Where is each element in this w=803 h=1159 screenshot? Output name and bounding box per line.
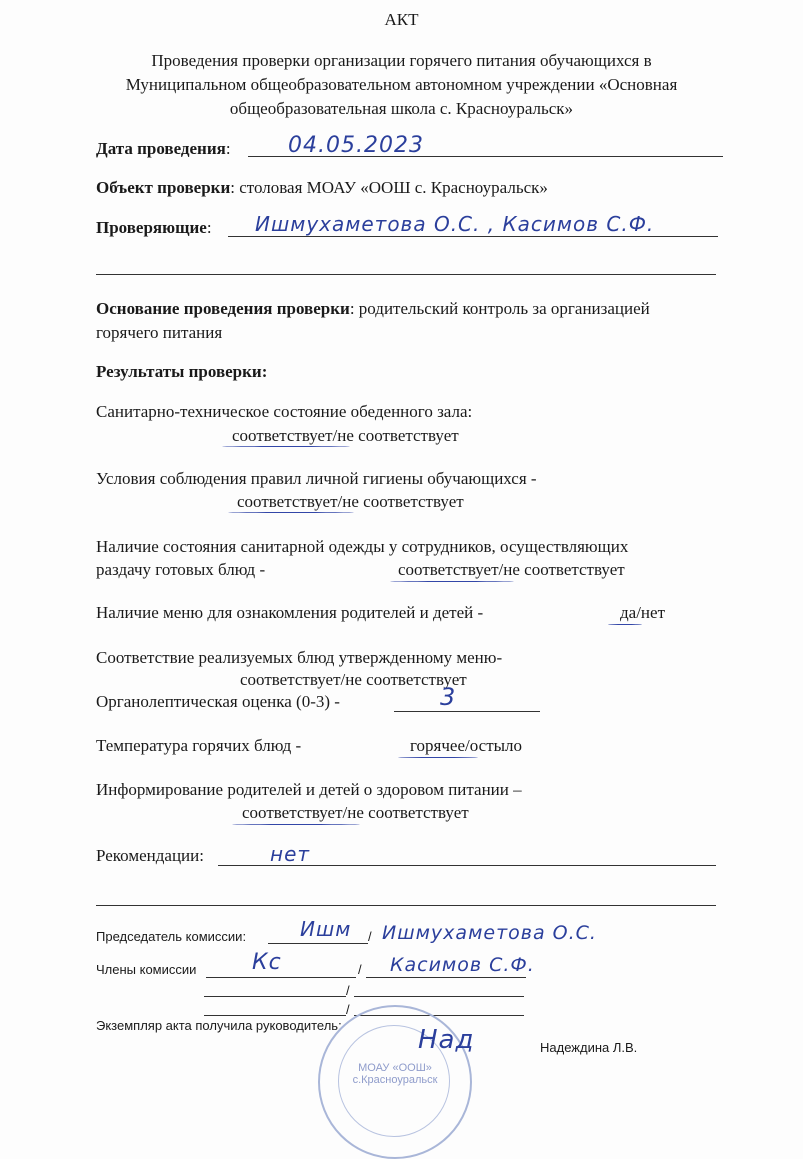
- informing-question: Информирование родителей и детей о здоровом питании –: [96, 780, 522, 799]
- member-signature: Кс: [252, 950, 282, 975]
- recommendations-underline-2: [96, 905, 716, 906]
- chair-name: Ишмухаметова О.С.: [382, 922, 597, 944]
- basis-row: [96, 299, 650, 319]
- temperature-answer: [410, 736, 522, 756]
- sanitary-question: Санитарно-техническое состояние обеденного зала:: [96, 402, 473, 421]
- recommendations-label: Рекомендации:: [96, 846, 204, 865]
- object-label: Объект проверки: [96, 178, 231, 197]
- head-name: Надеждина Л.В.: [540, 1040, 638, 1055]
- date-label: Дата проведения: [96, 139, 226, 158]
- member-underline-2: [366, 977, 526, 978]
- inspectors-label: Проверяющие: [96, 218, 207, 237]
- member-underline-4: [354, 996, 524, 997]
- dishes-yes: соответствует: [240, 670, 341, 689]
- informing-answer: [242, 803, 469, 823]
- organoleptic-label: Органолептическая оценка (0-3) -: [96, 692, 340, 711]
- object-value: : столовая МОАУ «ООШ с. Красноуральск»: [230, 178, 548, 197]
- clothing-mark: [390, 581, 514, 582]
- basis-value-line2: горячего питания: [96, 323, 223, 342]
- clothing-question-line2: раздачу готовых блюд -: [96, 560, 266, 579]
- object-row: [96, 178, 548, 198]
- chair-signature: Ишм: [300, 917, 352, 941]
- subtitle-line-3: общеобразовательная школа с. Красноуральск»: [229, 99, 574, 118]
- results-row: Результаты проверки:: [96, 362, 268, 381]
- member-underline-1: [206, 977, 356, 978]
- temperature-no: /остыло: [465, 736, 523, 755]
- basis-value: : родительский контроль за организацией: [349, 299, 650, 318]
- sanitary-yes: соответствует: [232, 426, 333, 445]
- menu-no: /нет: [636, 603, 665, 622]
- organoleptic-underline: [394, 711, 540, 712]
- members-label: Члены комиссии: [96, 962, 197, 977]
- menu-mark: [608, 624, 642, 625]
- hygiene-answer: [237, 492, 464, 512]
- subtitle-line-2: Муниципальном общеобразовательном автономном учреждении «Основная: [125, 75, 678, 94]
- hygiene-mark: [228, 512, 354, 513]
- inspectors-value: Ишмухаметова О.С. , Касимов С.Ф.: [255, 212, 655, 236]
- dishes-no: /не соответствует: [340, 670, 467, 689]
- stamp-text: МОАУ «ООШ» с.Красноуральск: [352, 1062, 438, 1086]
- chair-label: Председатель комиссии:: [96, 929, 247, 944]
- temperature-label: Температура горячих блюд -: [96, 736, 302, 755]
- informing-yes: соответствует: [242, 803, 343, 822]
- results-label: Результаты проверки: [96, 362, 262, 381]
- document-title: АКТ: [384, 10, 419, 29]
- recommendations-value: нет: [270, 842, 311, 866]
- date-value: 04.05.2023: [288, 133, 424, 158]
- dishes-answer: [240, 670, 467, 690]
- head-signature: Над: [418, 1025, 475, 1055]
- basis-label: Основание проведения проверки: [96, 299, 350, 318]
- inspectors-underline: [228, 236, 718, 237]
- organoleptic-value: 3: [440, 683, 457, 711]
- hygiene-question: Условия соблюдения правил личной гигиены обучающихся -: [96, 469, 537, 488]
- hygiene-no: /не соответствует: [337, 492, 464, 511]
- sanitary-no: /не соответствует: [332, 426, 459, 445]
- clothing-no: /не соответствует: [498, 560, 625, 579]
- menu-answer: [620, 603, 665, 623]
- clothing-question: Наличие состояния санитарной одежды у сотрудников, осуществляющих: [96, 537, 629, 556]
- chair-underline: [268, 943, 368, 944]
- clothing-answer: [398, 560, 625, 580]
- temperature-mark: [398, 757, 478, 758]
- temperature-yes: горячее: [410, 736, 466, 755]
- menu-yes: да: [620, 603, 637, 622]
- member-underline-5: [204, 1015, 346, 1016]
- member-name: Касимов С.Ф.: [390, 954, 535, 976]
- subtitle-line-1: Проведения проверки организации горячего питания обучающихся в: [151, 51, 652, 70]
- date-row: Дата проведения:: [96, 139, 231, 158]
- sanitary-mark: [222, 446, 350, 447]
- member-underline-3: [204, 996, 346, 997]
- menu-question: Наличие меню для ознакомления родителей и детей -: [96, 603, 484, 622]
- inspectors-underline-2: [96, 274, 716, 275]
- clothing-yes: соответствует: [398, 560, 499, 579]
- sanitary-answer: [232, 426, 459, 446]
- inspectors-row: Проверяющие:: [96, 218, 212, 237]
- copy-label: Экземпляр акта получила руководитель:: [96, 1018, 342, 1033]
- informing-mark: [232, 824, 360, 825]
- dishes-question: Соответствие реализуемых блюд утвержденному меню-: [96, 648, 503, 667]
- informing-no: /не соответствует: [342, 803, 469, 822]
- hygiene-yes: соответствует: [237, 492, 338, 511]
